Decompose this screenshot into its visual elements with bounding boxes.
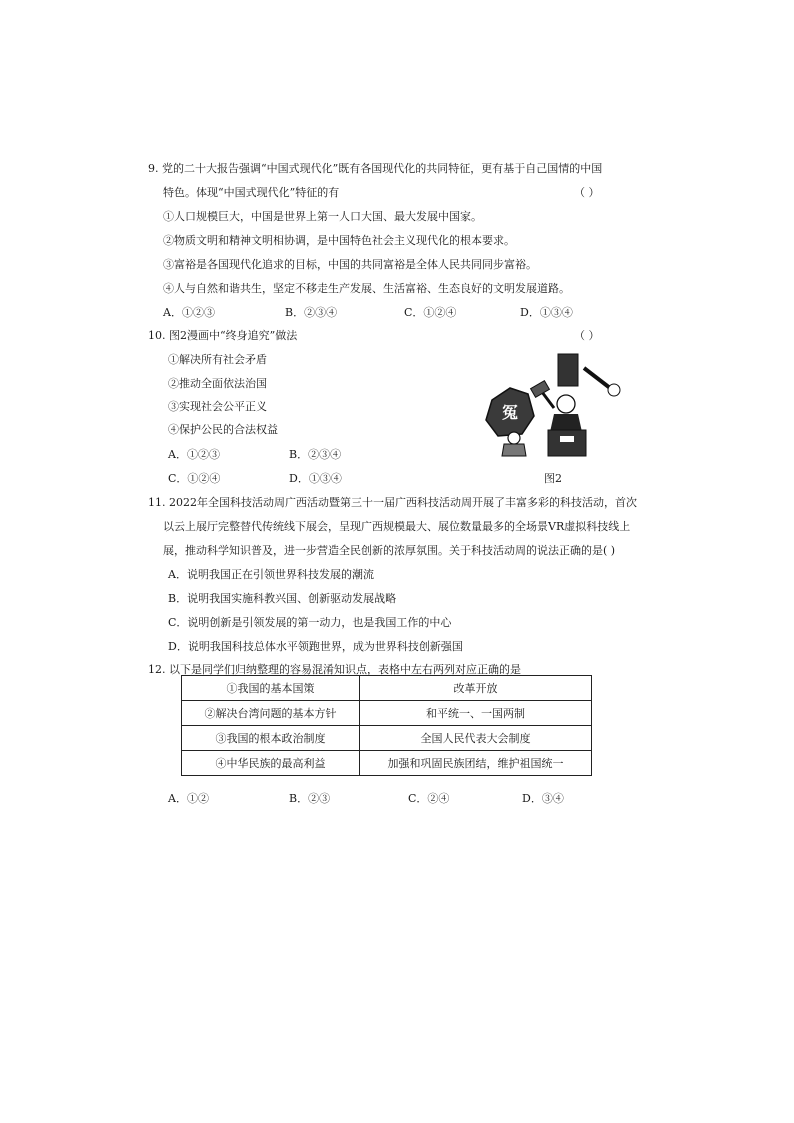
q10-item-2: ②推动全面依法治国 — [168, 377, 267, 390]
q10-item-1: ①解决所有社会矛盾 — [168, 353, 267, 366]
table-cell-left: ④中华民族的最高利益 — [182, 751, 360, 776]
q9-item-4: ④人与自然和谐共生，坚定不移走生产发展、生活富裕、生态良好的文明发展道路。 — [163, 282, 570, 295]
q10-item-3: ③实现社会公平正义 — [168, 400, 267, 413]
q9-stem-line1: 9. 党的二十大报告强调“中国式现代化”既有各国现代化的共同特征，更有基于自己国情的中国 — [148, 162, 603, 175]
table-cell-right: 改革开放 — [359, 676, 591, 701]
q12-table — [181, 675, 592, 776]
table-cell-left: ①我国的基本国策 — [182, 676, 360, 701]
q11-stem-line2: 以云上展厅完整替代传统线下展会，呈现广西规模最大、展位数量最多的全场景VR虚拟科技线上 — [163, 520, 631, 533]
q9-answer-paren: （ ） — [574, 186, 600, 199]
q12-option-b: B．②③ — [289, 792, 331, 805]
q9-item-2: ②物质文明和精神文明相协调，是中国特色社会主义现代化的根本要求。 — [163, 234, 515, 247]
q10-option-b: B．②③④ — [289, 448, 342, 461]
q10-stem: 10. 图2漫画中“终身追究”做法 — [148, 329, 298, 342]
q11-option-a: A．说明我国正在引领世界科技发展的潮流 — [168, 568, 374, 581]
podium-plate — [560, 436, 574, 442]
q11-option-c: C．说明创新是引领发展的第一动力，也是我国工作的中心 — [168, 616, 452, 629]
q9-stem-line2: 特色。体现“中国式现代化”特征的有 — [163, 186, 340, 199]
q12-option-a: A．①② — [168, 792, 209, 805]
q10-option-a: A．①②③ — [168, 448, 220, 461]
table-row — [182, 701, 592, 726]
q10-option-c: C．①②④ — [168, 472, 221, 485]
q9-item-3: ③富裕是各国现代化追求的目标，中国的共同富裕是全体人民共同同步富裕。 — [163, 258, 537, 271]
small-gavel-head — [531, 381, 550, 398]
q11-stem-line3: 展，推动科学知识普及，进一步营造全民创新的浓厚氛围。关于科技活动周的说法正确的是( ) — [163, 544, 616, 557]
small-gavel-handle — [542, 392, 554, 408]
stone-character: 冤 — [501, 403, 519, 422]
table-cell-left: ②解决台湾问题的基本方针 — [182, 701, 360, 726]
judge-robe — [550, 414, 582, 432]
figure-label: 图2 — [544, 472, 562, 485]
table-cell-left: ③我国的根本政治制度 — [182, 726, 360, 751]
q9-option-a: A．①②③ — [163, 306, 215, 319]
carrier-body — [502, 444, 526, 456]
table-row — [182, 751, 592, 776]
q9-option-b: B．②③④ — [285, 306, 338, 319]
big-gavel-handle — [584, 368, 610, 388]
carrier-head — [508, 432, 520, 444]
podium — [548, 430, 586, 456]
big-gavel-head — [558, 354, 578, 386]
q11-option-b: B．说明我国实施科教兴国、创新驱动发展战略 — [168, 592, 397, 605]
cartoon-figure — [480, 352, 626, 458]
q9-item-1: ①人口规模巨大，中国是世界上第一人口大国、最大发展中国家。 — [163, 210, 482, 223]
hand — [608, 384, 620, 396]
q12-option-d: D．③④ — [522, 792, 564, 805]
q10-option-d: D．①③④ — [289, 472, 342, 485]
q12-option-c: C．②④ — [408, 792, 450, 805]
table-row — [182, 726, 592, 751]
table-row — [182, 676, 592, 701]
table-cell-right: 全国人民代表大会制度 — [359, 726, 591, 751]
judge-head — [557, 395, 575, 413]
q10-answer-paren: （ ） — [574, 329, 600, 342]
table-cell-right: 加强和巩固民族团结，维护祖国统一 — [359, 751, 591, 776]
q12-stem: 12. 以下是同学们归纳整理的容易混淆知识点，表格中左右两列对应正确的是 — [148, 663, 521, 676]
q9-option-d: D．①③④ — [520, 306, 573, 319]
q11-option-d: D．说明我国科技总体水平领跑世界，成为世界科技创新强国 — [168, 640, 463, 653]
q11-stem-line1: 11. 2022年全国科技活动周广西活动暨第三十一届广西科技活动周开展了丰富多彩的科技活动，首次 — [148, 496, 637, 509]
q10-item-4: ④保护公民的合法权益 — [168, 423, 278, 436]
q9-option-c: C．①②④ — [404, 306, 457, 319]
table-cell-right: 和平统一、一国两制 — [359, 701, 591, 726]
